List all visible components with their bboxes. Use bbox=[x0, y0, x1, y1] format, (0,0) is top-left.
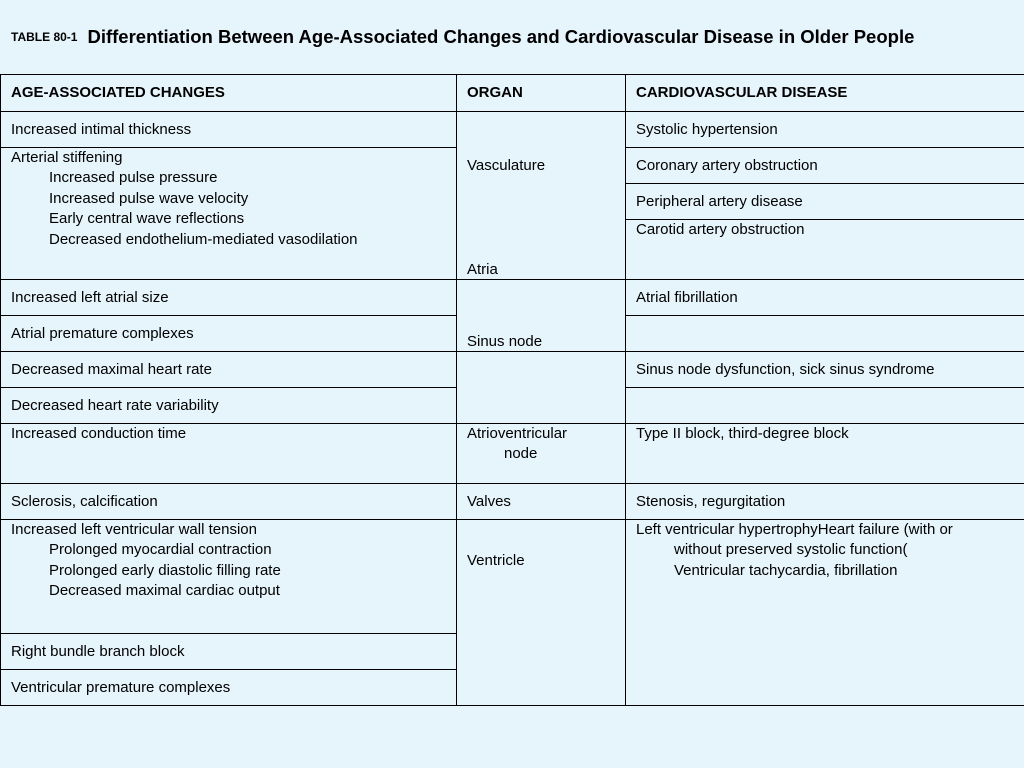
cell-change: Increased intimal thickness bbox=[1, 111, 457, 147]
cell-disease: Type II block, third-degree block bbox=[626, 423, 1024, 483]
cell-organ-av bbox=[457, 423, 626, 483]
cell-disease: Stenosis, regurgitation bbox=[626, 483, 1024, 519]
change-subitem: Increased pulse pressure bbox=[49, 169, 218, 186]
cell-disease: Atrial fibrillation bbox=[626, 279, 1024, 315]
disease-line: Ventricular tachycardia, fibrillation bbox=[674, 561, 898, 579]
table-row bbox=[1, 279, 1024, 315]
change-subitem: Early central wave reflections bbox=[49, 210, 245, 227]
organ-label: Vasculature bbox=[467, 156, 546, 174]
cell-organ-ventricle bbox=[457, 519, 626, 705]
cell-organ-vasculature bbox=[457, 111, 626, 279]
table-caption: Differentiation Between Age-Associated Changes and Cardiovascular Disease in Older People bbox=[87, 26, 915, 47]
header-cardiovascular-disease: CARDIOVASCULAR DISEASE bbox=[626, 75, 1024, 112]
cell-disease: Peripheral artery disease bbox=[626, 183, 1024, 219]
change-subitem: Decreased endothelium-mediated vasodilation bbox=[49, 230, 358, 248]
cell-disease: Systolic hypertension bbox=[626, 111, 1024, 147]
organ-label-line2: node bbox=[504, 445, 538, 462]
change-subitem: Decreased maximal cardiac output bbox=[49, 582, 280, 599]
change-subitem: Prolonged myocardial contraction bbox=[49, 541, 272, 558]
table-row bbox=[1, 519, 1024, 633]
header-age-associated-changes: AGE-ASSOCIATED CHANGES bbox=[1, 75, 457, 112]
organ-label: Sinus node bbox=[467, 332, 543, 350]
organ-label-line1: Atrioventricular bbox=[467, 424, 568, 442]
change-heading: Increased left ventricular wall tension bbox=[11, 520, 257, 538]
header-organ: ORGAN bbox=[457, 75, 626, 112]
table-row bbox=[1, 423, 1024, 483]
cell-change: Atrial premature complexes bbox=[1, 315, 457, 351]
table-row bbox=[1, 351, 1024, 387]
header-row bbox=[1, 75, 1024, 112]
organ-label: Ventricle bbox=[467, 551, 525, 569]
cell-disease-ventricle bbox=[626, 519, 1024, 705]
cell-organ-valves: Valves bbox=[457, 483, 626, 519]
cell-disease-empty bbox=[626, 387, 1024, 423]
cell-change: Ventricular premature complexes bbox=[1, 669, 457, 705]
change-subitem: Prolonged early diastolic filling rate bbox=[49, 561, 281, 579]
cell-change: Right bundle branch block bbox=[1, 633, 457, 669]
cell-change-lv bbox=[1, 519, 457, 633]
organ-label: Atria bbox=[467, 260, 498, 278]
disease-line: Left ventricular hypertrophyHeart failure (with or bbox=[636, 520, 953, 538]
change-subitem: Increased pulse wave velocity bbox=[49, 189, 249, 207]
table-row bbox=[1, 111, 1024, 147]
change-heading: Arterial stiffening bbox=[11, 148, 123, 166]
cell-disease: Sinus node dysfunction, sick sinus syndrome bbox=[626, 351, 1024, 387]
cell-disease: Carotid artery obstruction bbox=[626, 219, 1024, 279]
cell-change: Decreased maximal heart rate bbox=[1, 351, 457, 387]
table-number: TABLE 80-1 bbox=[11, 30, 78, 44]
disease-line: without preserved systolic function( bbox=[674, 541, 908, 558]
cell-change: Sclerosis, calcification bbox=[1, 483, 457, 519]
comparison-table bbox=[0, 74, 1024, 706]
cell-organ-sinus bbox=[457, 332, 626, 423]
cell-change-arterial bbox=[1, 147, 457, 279]
table-row bbox=[1, 483, 1024, 519]
cell-change: Increased conduction time bbox=[1, 423, 457, 483]
cell-disease: Coronary artery obstruction bbox=[626, 147, 1024, 183]
cell-disease-empty bbox=[626, 315, 1024, 351]
table-title bbox=[11, 26, 914, 48]
cell-change: Increased left atrial size bbox=[1, 279, 457, 315]
cell-change: Decreased heart rate variability bbox=[1, 387, 457, 423]
